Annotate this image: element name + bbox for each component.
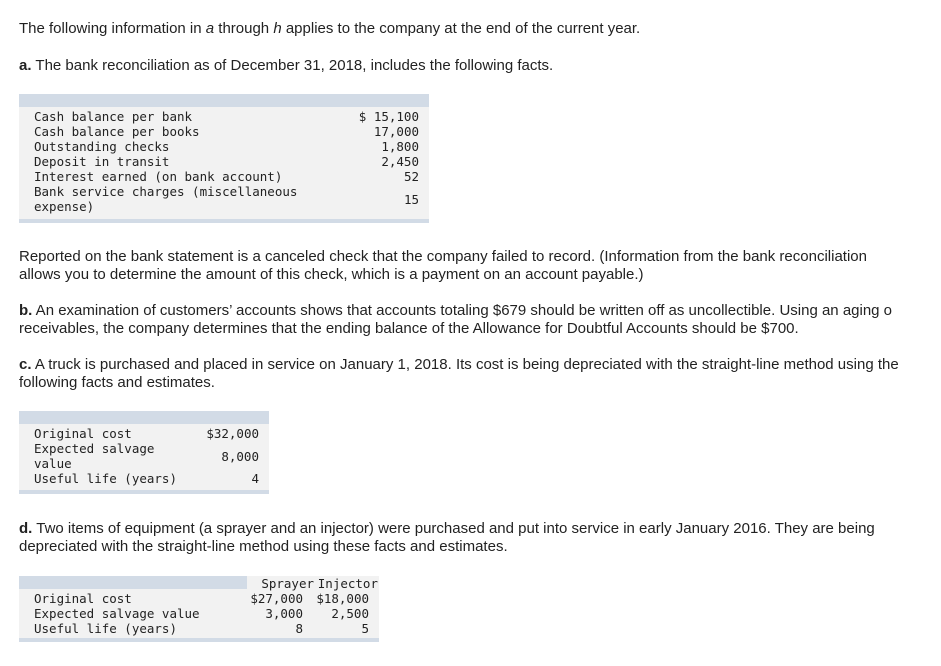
row-label: Original cost	[34, 591, 132, 606]
intro-pre: The following information in	[19, 20, 206, 37]
intro-mid: through	[214, 20, 274, 37]
row-sprayer-value: 3,000	[265, 606, 303, 621]
row-label: Cash balance per books	[34, 124, 200, 139]
row-value: $32,000	[206, 426, 259, 441]
item-b-text	[19, 302, 941, 338]
row-label: Cash balance per bank	[34, 109, 193, 124]
item-a-body: The bank reconciliation as of December 31, 2018, includes the following facts.	[31, 57, 554, 74]
table-row	[19, 184, 429, 214]
table-row	[19, 426, 269, 441]
row-value: 17,000	[373, 124, 419, 139]
item-b-line-2: receivables, the company determines that the ending balance of the Allowance for Doubtful Accounts should be $700.	[19, 320, 799, 337]
row-label: Expected salvage value	[34, 606, 200, 621]
row-injector-value: 5	[361, 621, 369, 636]
item-b-letter: b.	[19, 302, 33, 319]
table-row	[19, 109, 429, 124]
intro-text	[19, 20, 941, 38]
row-label: Bank service charges (miscellaneous expense)	[34, 184, 305, 214]
table-row	[19, 621, 379, 636]
row-sprayer-value: 8	[295, 621, 303, 636]
reported-line-2: allows you to determine the amount of this check, which is a payment on an account payable.)	[19, 266, 644, 283]
table-header-row	[19, 576, 379, 591]
row-value: 15	[403, 192, 419, 207]
item-d-letter: d.	[19, 520, 33, 537]
item-a-letter: a.	[19, 57, 32, 74]
row-label: Original cost	[34, 426, 132, 441]
row-label: Outstanding checks	[34, 139, 170, 154]
item-c-letter: c.	[19, 356, 32, 373]
item-b-line-1: An examination of customers’ accounts shows that accounts totaling $679 should be written off as uncollectible. Using an aging o	[32, 302, 893, 319]
table-row	[19, 441, 269, 471]
table-row	[19, 139, 429, 154]
row-value: 4	[251, 471, 259, 486]
item-d-text	[19, 520, 941, 556]
row-value: 8,000	[221, 449, 259, 464]
row-label: Interest earned (on bank account)	[34, 169, 283, 184]
intro-a: a	[205, 20, 215, 37]
intro-h: h	[273, 20, 282, 37]
item-a-text	[19, 57, 941, 75]
row-label: Deposit in transit	[34, 154, 170, 169]
row-value: 2,450	[381, 154, 419, 169]
row-label: Useful life (years)	[34, 471, 177, 486]
intro-post: applies to the company at the end of the current year.	[281, 20, 641, 37]
reported-line-1: Reported on the bank statement is a canceled check that the company failed to record. (Information from the bank reconciliation	[19, 248, 867, 265]
table-row	[19, 169, 429, 184]
row-injector-value: 2,500	[331, 606, 369, 621]
header-injector: Injector	[317, 576, 378, 591]
row-injector-value: $18,000	[316, 591, 369, 606]
bank-reconciliation-table	[19, 94, 429, 223]
reported-text	[19, 248, 941, 284]
row-value: 52	[403, 169, 419, 184]
row-sprayer-value: $27,000	[250, 591, 303, 606]
item-c-line-1: A truck is purchased and placed in service on January 1, 2018. Its cost is being depreciated with the straight-line method using the	[31, 356, 899, 373]
header-sprayer: Sprayer	[261, 576, 314, 591]
table-row	[19, 591, 379, 606]
item-c-line-2: following facts and estimates.	[19, 374, 215, 391]
table-row	[19, 154, 429, 169]
table-row	[19, 606, 379, 621]
table-row	[19, 124, 429, 139]
row-label: Expected salvage value	[34, 441, 162, 471]
item-d-line-1: Two items of equipment (a sprayer and an injector) were purchased and put into service in early January 2016. They are being	[32, 520, 875, 537]
truck-table	[19, 411, 269, 494]
row-value: $ 15,100	[358, 109, 419, 124]
item-d-line-2: depreciated with the straight-line method using these facts and estimates.	[19, 538, 508, 555]
table-row	[19, 471, 269, 486]
item-c-text	[19, 356, 941, 392]
equipment-table	[19, 576, 379, 642]
row-label: Useful life (years)	[34, 621, 177, 636]
row-value: 1,800	[381, 139, 419, 154]
